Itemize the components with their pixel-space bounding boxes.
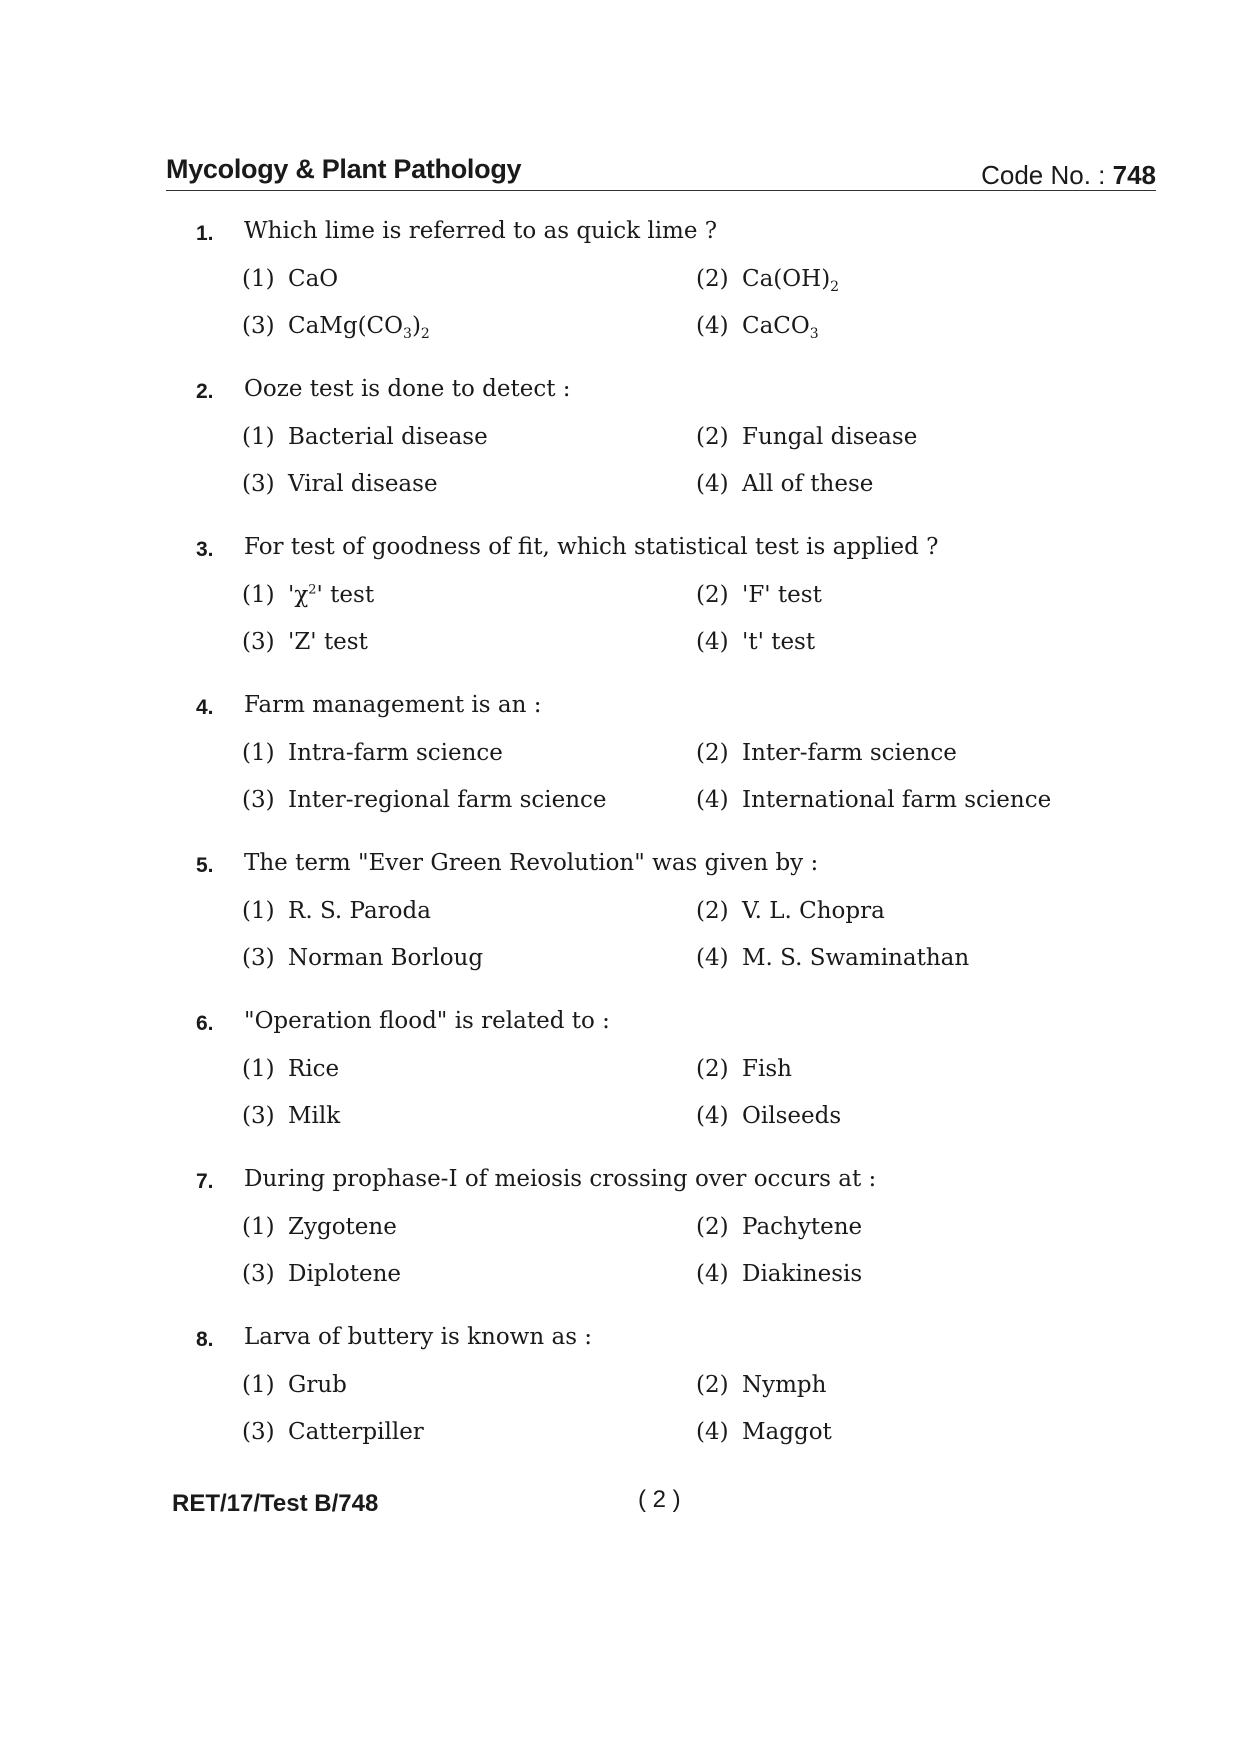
option-text: Diakinesis — [742, 1261, 863, 1287]
answer-option — [242, 424, 488, 450]
option-number: (1) — [242, 266, 275, 292]
option-number: (4) — [696, 945, 729, 971]
subject-title: Mycology & Plant Pathology — [166, 154, 522, 184]
option-number: (1) — [242, 1372, 275, 1398]
answer-option — [696, 945, 969, 971]
option-number: (2) — [696, 266, 729, 292]
question-text: Ooze test is done to detect : — [244, 376, 571, 402]
option-number: (2) — [696, 898, 729, 924]
answer-option — [696, 582, 822, 608]
option-number: (4) — [696, 787, 729, 813]
option-number: (1) — [242, 898, 275, 924]
answer-option — [696, 740, 957, 766]
question-number: 2. — [196, 380, 214, 403]
option-text: V. L. Chopra — [742, 898, 885, 924]
option-text: 't' test — [742, 629, 816, 655]
question-text: Farm management is an : — [244, 692, 542, 718]
exam-code: RET/17/Test B/748 — [172, 1490, 379, 1517]
answer-option — [242, 1372, 347, 1398]
option-number: (4) — [696, 1261, 729, 1287]
answer-option — [242, 898, 431, 924]
option-number: (3) — [242, 313, 275, 339]
question-text: Larva of buttery is known as : — [244, 1324, 593, 1350]
answer-option — [242, 787, 607, 813]
option-subscript: 2 — [420, 326, 430, 342]
question-number: 8. — [196, 1328, 214, 1351]
question-number: 3. — [196, 538, 214, 561]
question-text: "Operation flood" is related to : — [244, 1008, 610, 1034]
option-text: M. S. Swaminathan — [742, 945, 970, 971]
page-footer — [172, 1486, 1072, 1530]
option-text: 'χ — [288, 582, 309, 608]
option-number: (2) — [696, 582, 729, 608]
option-subscript: 3 — [403, 326, 412, 342]
question-item — [196, 690, 1096, 848]
option-number: (3) — [242, 629, 275, 655]
option-text: Maggot — [742, 1419, 832, 1445]
answer-option — [242, 629, 368, 655]
question-number: 4. — [196, 696, 214, 719]
answer-option — [242, 313, 430, 342]
option-text: Nymph — [742, 1372, 827, 1398]
question-item — [196, 1006, 1096, 1164]
answer-option — [696, 266, 839, 295]
question-item — [196, 1164, 1096, 1322]
option-text: Bacterial disease — [288, 424, 488, 450]
option-text: CaO — [288, 266, 339, 292]
option-text: Milk — [288, 1103, 341, 1129]
option-text: Catterpiller — [288, 1419, 424, 1445]
question-number: 6. — [196, 1012, 214, 1035]
option-text: Grub — [288, 1372, 347, 1398]
option-number: (4) — [696, 629, 729, 655]
answer-option — [242, 471, 438, 497]
answer-option — [242, 740, 503, 766]
option-number: (3) — [242, 1419, 275, 1445]
answer-option — [696, 1214, 862, 1240]
answer-option — [696, 629, 815, 655]
option-text: Ca(OH) — [742, 266, 831, 292]
answer-option — [696, 1261, 862, 1287]
option-text: Norman Borloug — [288, 945, 484, 971]
answer-option — [696, 1103, 841, 1129]
question-text: During prophase-I of meiosis crossing over occurs at : — [244, 1166, 877, 1192]
option-text: R. S. Paroda — [288, 898, 431, 924]
option-text: Inter-regional farm science — [288, 787, 607, 813]
option-number: (3) — [242, 787, 275, 813]
option-text: Diplotene — [288, 1261, 402, 1287]
answer-option — [696, 898, 885, 924]
answer-option — [242, 266, 338, 292]
option-text: All of these — [742, 471, 874, 497]
option-text: Viral disease — [288, 471, 438, 497]
question-number: 1. — [196, 222, 214, 245]
answer-option — [696, 1056, 792, 1082]
question-number: 7. — [196, 1170, 214, 1193]
option-text: Rice — [288, 1056, 340, 1082]
question-text: Which lime is referred to as quick lime ? — [244, 218, 718, 244]
answer-option — [696, 1372, 826, 1398]
answer-option — [696, 424, 917, 450]
question-item — [196, 216, 1096, 374]
option-text: CaCO — [742, 313, 810, 339]
option-text-after: ' test — [316, 582, 375, 608]
option-text: Fungal disease — [742, 424, 918, 450]
option-text: CaMg(CO — [288, 313, 404, 339]
option-text-after: ) — [411, 313, 421, 339]
answer-option — [696, 471, 873, 497]
option-number: (1) — [242, 1214, 275, 1240]
answer-option — [696, 313, 819, 342]
option-text: 'Z' test — [288, 629, 368, 655]
page-number: ( 2 ) — [638, 1486, 681, 1513]
option-text: International farm science — [742, 787, 1052, 813]
option-subscript: 2 — [830, 279, 840, 295]
answer-option — [242, 1056, 339, 1082]
option-number: (2) — [696, 1056, 729, 1082]
answer-option — [242, 582, 374, 608]
option-number: (2) — [696, 424, 729, 450]
answer-option — [242, 1214, 397, 1240]
code-value: 748 — [1112, 160, 1156, 190]
option-text: Intra-farm science — [288, 740, 503, 766]
option-number: (3) — [242, 1103, 275, 1129]
answer-option — [242, 945, 483, 971]
question-list — [196, 216, 1096, 1480]
option-number: (1) — [242, 1056, 275, 1082]
option-number: (4) — [696, 471, 729, 497]
answer-option — [242, 1103, 340, 1129]
option-number: (1) — [242, 424, 275, 450]
option-number: (3) — [242, 945, 275, 971]
option-number: (2) — [696, 740, 729, 766]
option-text: Inter-farm science — [742, 740, 957, 766]
question-item — [196, 374, 1096, 532]
option-number: (4) — [696, 1103, 729, 1129]
answer-option — [242, 1261, 401, 1287]
answer-option — [696, 1419, 832, 1445]
option-number: (3) — [242, 1261, 275, 1287]
question-item — [196, 1322, 1096, 1480]
code-label: Code No. : — [981, 160, 1106, 190]
answer-option — [242, 1419, 424, 1445]
option-number: (1) — [242, 582, 275, 608]
option-text: Zygotene — [288, 1214, 397, 1240]
page-header — [166, 150, 1156, 196]
question-number: 5. — [196, 854, 214, 877]
option-subscript: 3 — [809, 326, 819, 342]
option-text: 'F' test — [742, 582, 822, 608]
option-number: (4) — [696, 313, 729, 339]
question-text: The term "Ever Green Revolution" was given by : — [244, 850, 819, 876]
option-text: Pachytene — [742, 1214, 863, 1240]
option-number: (4) — [696, 1419, 729, 1445]
option-text: Oilseeds — [742, 1103, 842, 1129]
option-text: Fish — [742, 1056, 792, 1082]
option-superscript: 2 — [308, 582, 317, 598]
option-number: (2) — [696, 1214, 729, 1240]
header-rule — [166, 190, 1156, 191]
code-number — [981, 160, 1156, 191]
answer-option — [696, 787, 1051, 813]
option-number: (1) — [242, 740, 275, 766]
question-text: For test of goodness of fit, which statistical test is applied ? — [244, 534, 939, 560]
question-item — [196, 532, 1096, 690]
option-number: (2) — [696, 1372, 729, 1398]
option-number: (3) — [242, 471, 275, 497]
question-item — [196, 848, 1096, 1006]
